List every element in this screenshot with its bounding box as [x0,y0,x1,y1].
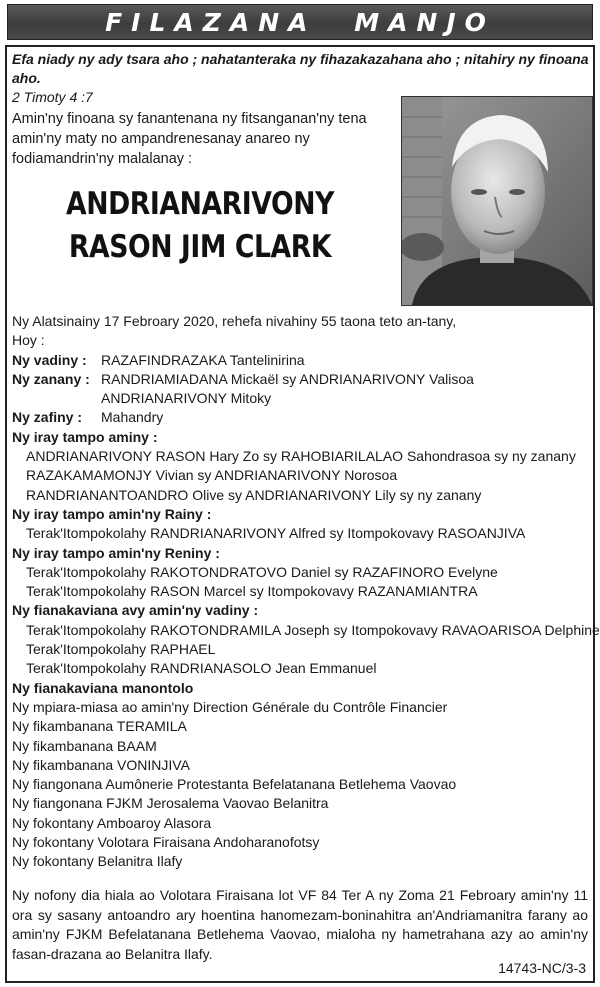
inlaws-label: Ny fianakaviana avy amin'ny vadiny : [12,602,259,619]
portrait-icon [402,97,592,305]
reference-number: 14743-NC/3-3 [498,960,586,976]
extended-item: Ny mpiara-miasa ao amin'ny Direction Générale du Contrôle Financier [12,698,448,715]
paternal-label: Ny iray tampo amin'ny Rainy : [12,505,212,522]
grandchildren-name: Mahandry [101,409,164,426]
sibling-item: RANDRIANANTOANDRO Olive sy ANDRIANARIVONY Lily sy ny zanany [26,486,482,503]
extended-item: Ny fokontany Volotara Firaisana Andoharanofotsy [12,834,320,851]
epigraph-text: Efa niady ny ady tsara aho ; nahatanteraka ny fihazakazahana aho ; nitahiry ny finoana aho. [12,51,589,86]
children-name: RANDRIAMIADANA Mickaël sy ANDRIANARIVONY Valisoa [101,370,474,387]
maternal-item: Terak'Itompokolahy RASON Marcel sy Itompokovavy RAZANAMIANTRA [26,583,478,600]
grandchildren-row [12,408,587,427]
children-row [12,370,587,389]
children-label: Ny zanany : [12,370,90,387]
inlaws-item: Terak'Itompokolahy RAPHAEL [26,641,216,658]
intro-text: Amin'ny finoana sy fanantenana ny fitsanganan'ny tena amin'ny maty no ampandrenesanay anareo ny fodiamandrin'ny malalanay : [12,111,367,167]
maternal-item: Terak'Itompokolahy RAKOTONDRATOVO Daniel sy RAZAFINORO Evelyne [26,563,498,580]
grandchildren-label: Ny zafiny : [12,409,83,426]
paternal-item: Terak'Itompokolahy RANDRIANARIVONY Alfred sy Itompokovavy RASOANJIVA [26,525,526,542]
extended-item: Ny fiangonana FJKM Jerosalema Vaovao Belanitra [12,795,329,812]
extended-item: Ny fokontany Belanitra Ilafy [12,853,183,870]
sibling-item: RAZAKAMAMONJY Vivian sy ANDRIANARIVONY Norosoa [26,467,398,484]
sibling-item: ANDRIANARIVONY RASON Hary Zo sy RAHOBIARILALAO Sahondrasoa sy ny zanany [26,448,576,465]
announcement-hoy: Hoy : [12,332,45,349]
extended-family-label: Ny fianakaviana manontolo [12,679,194,696]
maternal-label: Ny iray tampo amin'ny Reniny : [12,544,220,561]
inlaws-item: Terak'Itompokolahy RAKOTONDRAMILA Joseph sy Itompokovavy RAVAOARISOA Delphine [26,621,600,638]
extended-item: Ny fikambanana VONINJIVA [12,756,190,773]
siblings-label: Ny iray tampo aminy : [12,428,158,445]
extended-item: Ny fiangonana Aumônerie Protestanta Befelatanana Betlehema Vaovao [12,776,457,793]
deceased-name-line1: ANDRIANARIVONY [66,186,334,222]
children-name: ANDRIANARIVONY Mitoky [101,390,272,407]
epigraph-verse: 2 Timoty 4 :7 [12,89,93,105]
announcement-date: Ny Alatsinainy 17 Febroary 2020, rehefa nivahiny 55 taona teto an-tany, [12,313,457,329]
deceased-name-line2: RASON JIM CLARK [68,229,332,265]
funeral-details: Ny nofony dia hiala ao Volotara Firaisana lot VF 84 Ter A ny Zoma 21 Febroary amin'ny 11 ora sy sasany antoandro ary hoentina hanomezam-boninahitra an'Andriamanitra farany ao amin'ny FJKM Befelatanana Betlehema Vaovao, mialoha ny hametrahana azy ao amin'ny fasan-drazana ao Belanitra Ilafy. [12,887,588,962]
extended-item: Ny fikambanana BAAM [12,737,157,754]
spouse-label: Ny vadiny : [12,351,87,368]
header-title: FILAZANA MANJO [105,7,495,37]
spouse-name: RAZAFINDRAZAKA Tantelinirina [101,351,305,368]
extended-item: Ny fokontany Amboaroy Alasora [12,814,212,831]
inlaws-item: Terak'Itompokolahy RANDRIANASOLO Jean Emmanuel [26,660,377,677]
header-banner [7,4,593,40]
extended-item: Ny fikambanana TERAMILA [12,718,187,735]
spouse-row [12,351,587,370]
family-list [12,312,600,872]
portrait-photo [401,96,593,306]
